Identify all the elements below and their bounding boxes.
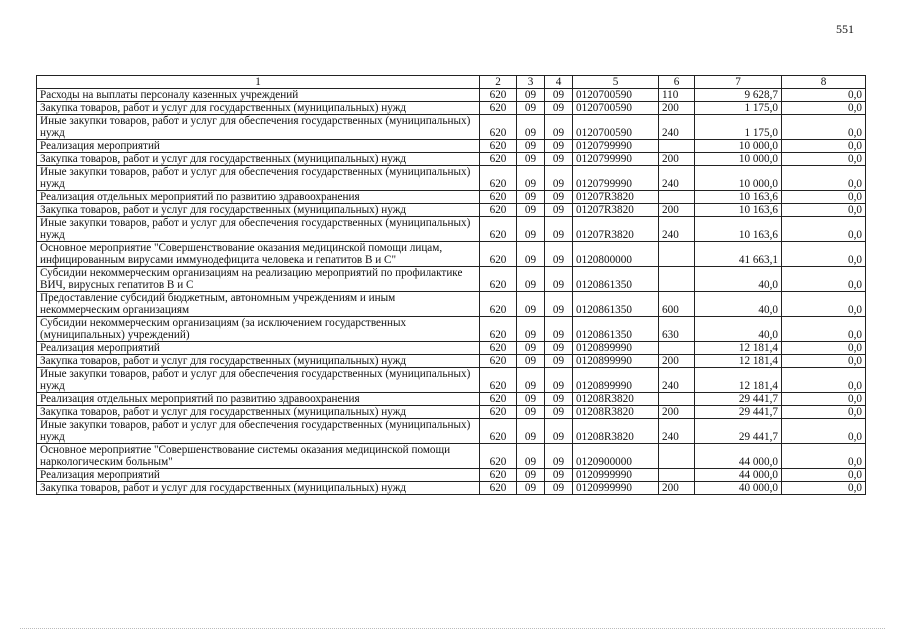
column-header: 8 bbox=[782, 76, 866, 89]
column-number-row bbox=[37, 76, 866, 89]
admin-code-cell: 620 bbox=[480, 217, 517, 242]
row-name-cell: Субсидии некоммерческим организациям на реализацию мероприятий по профилактике ВИЧ, вирусных гепатитов В и С bbox=[37, 267, 480, 292]
row-name-cell: Предоставление субсидий бюджетным, автономным учреждениям и иным некоммерческим организациям bbox=[37, 292, 480, 317]
target-article-cell: 0120799990 bbox=[573, 153, 659, 166]
row-name-cell: Иные закупки товаров, работ и услуг для обеспечения государственных (муниципальных) нужд bbox=[37, 419, 480, 444]
column-8-cell: 0,0 bbox=[782, 115, 866, 140]
admin-code-cell: 620 bbox=[480, 115, 517, 140]
column-8-cell: 0,0 bbox=[782, 166, 866, 191]
admin-code-cell: 620 bbox=[480, 102, 517, 115]
expense-type-cell: 200 bbox=[659, 406, 695, 419]
table-row bbox=[37, 242, 866, 267]
admin-code-cell: 620 bbox=[480, 166, 517, 191]
row-name-cell: Иные закупки товаров, работ и услуг для обеспечения государственных (муниципальных) нужд bbox=[37, 166, 480, 191]
amount-cell: 29 441,7 bbox=[695, 393, 782, 406]
admin-code-cell: 620 bbox=[480, 317, 517, 342]
admin-code-cell: 620 bbox=[480, 153, 517, 166]
amount-cell: 10 000,0 bbox=[695, 166, 782, 191]
table-row bbox=[37, 153, 866, 166]
column-8-cell: 0,0 bbox=[782, 204, 866, 217]
subsection-code-cell: 09 bbox=[545, 153, 573, 166]
expense-type-cell: 200 bbox=[659, 153, 695, 166]
table-row bbox=[37, 292, 866, 317]
target-article-cell: 0120861350 bbox=[573, 292, 659, 317]
table-row bbox=[37, 102, 866, 115]
target-article-cell: 0120899990 bbox=[573, 342, 659, 355]
column-header: 2 bbox=[480, 76, 517, 89]
expense-type-cell bbox=[659, 444, 695, 469]
row-name-cell: Субсидии некоммерческим организациям (за исключением государственных (муниципальных) учреждений) bbox=[37, 317, 480, 342]
amount-cell: 1 175,0 bbox=[695, 115, 782, 140]
expense-type-cell: 240 bbox=[659, 115, 695, 140]
row-name-cell: Основное мероприятие "Совершенствование системы оказания медицинской помощи наркологическим больным" bbox=[37, 444, 480, 469]
amount-cell: 44 000,0 bbox=[695, 444, 782, 469]
expense-type-cell: 110 bbox=[659, 89, 695, 102]
expense-type-cell: 200 bbox=[659, 355, 695, 368]
target-article-cell: 0120800000 bbox=[573, 242, 659, 267]
amount-cell: 12 181,4 bbox=[695, 355, 782, 368]
row-name-cell: Реализация отдельных мероприятий по развитию здравоохранения bbox=[37, 393, 480, 406]
section-code-cell: 09 bbox=[517, 204, 545, 217]
row-name-cell: Иные закупки товаров, работ и услуг для обеспечения государственных (муниципальных) нужд bbox=[37, 115, 480, 140]
target-article-cell: 01208R3820 bbox=[573, 419, 659, 444]
page-number: 551 bbox=[836, 22, 854, 36]
row-name-cell: Закупка товаров, работ и услуг для государственных (муниципальных) нужд bbox=[37, 482, 480, 495]
target-article-cell: 0120999990 bbox=[573, 482, 659, 495]
column-header: 4 bbox=[545, 76, 573, 89]
target-article-cell: 0120899990 bbox=[573, 368, 659, 393]
section-code-cell: 09 bbox=[517, 153, 545, 166]
subsection-code-cell: 09 bbox=[545, 292, 573, 317]
admin-code-cell: 620 bbox=[480, 191, 517, 204]
expense-type-cell bbox=[659, 242, 695, 267]
subsection-code-cell: 09 bbox=[545, 166, 573, 191]
column-header: 3 bbox=[517, 76, 545, 89]
subsection-code-cell: 09 bbox=[545, 444, 573, 469]
expense-type-cell bbox=[659, 469, 695, 482]
table-row bbox=[37, 89, 866, 102]
expense-type-cell: 240 bbox=[659, 217, 695, 242]
section-code-cell: 09 bbox=[517, 355, 545, 368]
amount-cell: 12 181,4 bbox=[695, 342, 782, 355]
table-row bbox=[37, 393, 866, 406]
table-row bbox=[37, 342, 866, 355]
expense-type-cell bbox=[659, 267, 695, 292]
subsection-code-cell: 09 bbox=[545, 89, 573, 102]
column-8-cell: 0,0 bbox=[782, 368, 866, 393]
target-article-cell: 01208R3820 bbox=[573, 393, 659, 406]
target-article-cell: 01208R3820 bbox=[573, 406, 659, 419]
row-name-cell: Иные закупки товаров, работ и услуг для обеспечения государственных (муниципальных) нужд bbox=[37, 368, 480, 393]
section-code-cell: 09 bbox=[517, 191, 545, 204]
section-code-cell: 09 bbox=[517, 482, 545, 495]
table-row bbox=[37, 204, 866, 217]
column-8-cell: 0,0 bbox=[782, 292, 866, 317]
row-name-cell: Закупка товаров, работ и услуг для государственных (муниципальных) нужд bbox=[37, 102, 480, 115]
amount-cell: 40 000,0 bbox=[695, 482, 782, 495]
expense-type-cell: 600 bbox=[659, 292, 695, 317]
column-8-cell: 0,0 bbox=[782, 217, 866, 242]
admin-code-cell: 620 bbox=[480, 204, 517, 217]
column-8-cell: 0,0 bbox=[782, 482, 866, 495]
row-name-cell: Реализация отдельных мероприятий по развитию здравоохранения bbox=[37, 191, 480, 204]
amount-cell: 40,0 bbox=[695, 267, 782, 292]
subsection-code-cell: 09 bbox=[545, 419, 573, 444]
admin-code-cell: 620 bbox=[480, 444, 517, 469]
amount-cell: 41 663,1 bbox=[695, 242, 782, 267]
subsection-code-cell: 09 bbox=[545, 342, 573, 355]
row-name-cell: Иные закупки товаров, работ и услуг для обеспечения государственных (муниципальных) нужд bbox=[37, 217, 480, 242]
table-row bbox=[37, 217, 866, 242]
column-8-cell: 0,0 bbox=[782, 355, 866, 368]
column-header: 7 bbox=[695, 76, 782, 89]
section-code-cell: 09 bbox=[517, 115, 545, 140]
expense-type-cell: 200 bbox=[659, 102, 695, 115]
row-name-cell: Реализация мероприятий bbox=[37, 140, 480, 153]
table-row bbox=[37, 140, 866, 153]
admin-code-cell: 620 bbox=[480, 482, 517, 495]
expense-type-cell: 200 bbox=[659, 204, 695, 217]
section-code-cell: 09 bbox=[517, 89, 545, 102]
amount-cell: 10 163,6 bbox=[695, 191, 782, 204]
target-article-cell: 0120799990 bbox=[573, 166, 659, 191]
table-row bbox=[37, 419, 866, 444]
section-code-cell: 09 bbox=[517, 140, 545, 153]
admin-code-cell: 620 bbox=[480, 89, 517, 102]
section-code-cell: 09 bbox=[517, 419, 545, 444]
column-8-cell: 0,0 bbox=[782, 444, 866, 469]
subsection-code-cell: 09 bbox=[545, 368, 573, 393]
column-8-cell: 0,0 bbox=[782, 419, 866, 444]
amount-cell: 10 000,0 bbox=[695, 153, 782, 166]
table-row bbox=[37, 166, 866, 191]
row-name-cell: Реализация мероприятий bbox=[37, 469, 480, 482]
target-article-cell: 0120999990 bbox=[573, 469, 659, 482]
section-code-cell: 09 bbox=[517, 317, 545, 342]
amount-cell: 12 181,4 bbox=[695, 368, 782, 393]
expense-type-cell bbox=[659, 140, 695, 153]
section-code-cell: 09 bbox=[517, 217, 545, 242]
admin-code-cell: 620 bbox=[480, 355, 517, 368]
admin-code-cell: 620 bbox=[480, 406, 517, 419]
column-8-cell: 0,0 bbox=[782, 267, 866, 292]
amount-cell: 40,0 bbox=[695, 317, 782, 342]
amount-cell: 1 175,0 bbox=[695, 102, 782, 115]
expense-type-cell: 200 bbox=[659, 482, 695, 495]
column-8-cell: 0,0 bbox=[782, 406, 866, 419]
table-body bbox=[37, 89, 866, 495]
section-code-cell: 09 bbox=[517, 242, 545, 267]
column-8-cell: 0,0 bbox=[782, 242, 866, 267]
table-row bbox=[37, 444, 866, 469]
admin-code-cell: 620 bbox=[480, 342, 517, 355]
expense-type-cell bbox=[659, 342, 695, 355]
table-row bbox=[37, 191, 866, 204]
admin-code-cell: 620 bbox=[480, 368, 517, 393]
section-code-cell: 09 bbox=[517, 166, 545, 191]
subsection-code-cell: 09 bbox=[545, 217, 573, 242]
target-article-cell: 01207R3820 bbox=[573, 191, 659, 204]
subsection-code-cell: 09 bbox=[545, 115, 573, 140]
expense-type-cell bbox=[659, 191, 695, 204]
section-code-cell: 09 bbox=[517, 102, 545, 115]
table-row bbox=[37, 368, 866, 393]
column-8-cell: 0,0 bbox=[782, 342, 866, 355]
column-8-cell: 0,0 bbox=[782, 89, 866, 102]
subsection-code-cell: 09 bbox=[545, 204, 573, 217]
amount-cell: 40,0 bbox=[695, 292, 782, 317]
column-8-cell: 0,0 bbox=[782, 140, 866, 153]
column-8-cell: 0,0 bbox=[782, 102, 866, 115]
amount-cell: 29 441,7 bbox=[695, 406, 782, 419]
row-name-cell: Закупка товаров, работ и услуг для государственных (муниципальных) нужд bbox=[37, 204, 480, 217]
subsection-code-cell: 09 bbox=[545, 469, 573, 482]
target-article-cell: 01207R3820 bbox=[573, 217, 659, 242]
subsection-code-cell: 09 bbox=[545, 242, 573, 267]
section-code-cell: 09 bbox=[517, 393, 545, 406]
amount-cell: 10 000,0 bbox=[695, 140, 782, 153]
admin-code-cell: 620 bbox=[480, 292, 517, 317]
target-article-cell: 0120861350 bbox=[573, 267, 659, 292]
table-row bbox=[37, 482, 866, 495]
column-8-cell: 0,0 bbox=[782, 469, 866, 482]
table-row bbox=[37, 469, 866, 482]
column-header: 5 bbox=[573, 76, 659, 89]
table-row bbox=[37, 267, 866, 292]
admin-code-cell: 620 bbox=[480, 469, 517, 482]
target-article-cell: 0120700590 bbox=[573, 102, 659, 115]
amount-cell: 10 163,6 bbox=[695, 217, 782, 242]
section-code-cell: 09 bbox=[517, 292, 545, 317]
column-8-cell: 0,0 bbox=[782, 191, 866, 204]
row-name-cell: Реализация мероприятий bbox=[37, 342, 480, 355]
table-row bbox=[37, 355, 866, 368]
subsection-code-cell: 09 bbox=[545, 191, 573, 204]
section-code-cell: 09 bbox=[517, 406, 545, 419]
column-header: 1 bbox=[37, 76, 480, 89]
table-row bbox=[37, 115, 866, 140]
admin-code-cell: 620 bbox=[480, 419, 517, 444]
target-article-cell: 01207R3820 bbox=[573, 204, 659, 217]
section-code-cell: 09 bbox=[517, 469, 545, 482]
row-name-cell: Расходы на выплаты персоналу казенных учреждений bbox=[37, 89, 480, 102]
subsection-code-cell: 09 bbox=[545, 482, 573, 495]
expense-type-cell: 630 bbox=[659, 317, 695, 342]
section-code-cell: 09 bbox=[517, 267, 545, 292]
subsection-code-cell: 09 bbox=[545, 102, 573, 115]
expense-type-cell: 240 bbox=[659, 419, 695, 444]
amount-cell: 44 000,0 bbox=[695, 469, 782, 482]
column-8-cell: 0,0 bbox=[782, 317, 866, 342]
subsection-code-cell: 09 bbox=[545, 140, 573, 153]
target-article-cell: 0120861350 bbox=[573, 317, 659, 342]
target-article-cell: 0120899990 bbox=[573, 355, 659, 368]
row-name-cell: Закупка товаров, работ и услуг для государственных (муниципальных) нужд bbox=[37, 406, 480, 419]
subsection-code-cell: 09 bbox=[545, 393, 573, 406]
target-article-cell: 0120700590 bbox=[573, 115, 659, 140]
target-article-cell: 0120799990 bbox=[573, 140, 659, 153]
scan-artifact-line bbox=[20, 628, 885, 630]
table-row bbox=[37, 406, 866, 419]
column-8-cell: 0,0 bbox=[782, 393, 866, 406]
admin-code-cell: 620 bbox=[480, 140, 517, 153]
row-name-cell: Основное мероприятие "Совершенствование оказания медицинской помощи лицам, инфицированным вирусами иммунодефицита человека и гепатитов В и С" bbox=[37, 242, 480, 267]
amount-cell: 10 163,6 bbox=[695, 204, 782, 217]
amount-cell: 9 628,7 bbox=[695, 89, 782, 102]
expense-type-cell: 240 bbox=[659, 166, 695, 191]
target-article-cell: 0120900000 bbox=[573, 444, 659, 469]
row-name-cell: Закупка товаров, работ и услуг для государственных (муниципальных) нужд bbox=[37, 355, 480, 368]
budget-table bbox=[36, 75, 866, 495]
expense-type-cell bbox=[659, 393, 695, 406]
row-name-cell: Закупка товаров, работ и услуг для государственных (муниципальных) нужд bbox=[37, 153, 480, 166]
admin-code-cell: 620 bbox=[480, 267, 517, 292]
column-header: 6 bbox=[659, 76, 695, 89]
amount-cell: 29 441,7 bbox=[695, 419, 782, 444]
subsection-code-cell: 09 bbox=[545, 355, 573, 368]
subsection-code-cell: 09 bbox=[545, 317, 573, 342]
admin-code-cell: 620 bbox=[480, 242, 517, 267]
section-code-cell: 09 bbox=[517, 342, 545, 355]
subsection-code-cell: 09 bbox=[545, 267, 573, 292]
subsection-code-cell: 09 bbox=[545, 406, 573, 419]
column-8-cell: 0,0 bbox=[782, 153, 866, 166]
table-row bbox=[37, 317, 866, 342]
section-code-cell: 09 bbox=[517, 444, 545, 469]
target-article-cell: 0120700590 bbox=[573, 89, 659, 102]
expense-type-cell: 240 bbox=[659, 368, 695, 393]
admin-code-cell: 620 bbox=[480, 393, 517, 406]
section-code-cell: 09 bbox=[517, 368, 545, 393]
